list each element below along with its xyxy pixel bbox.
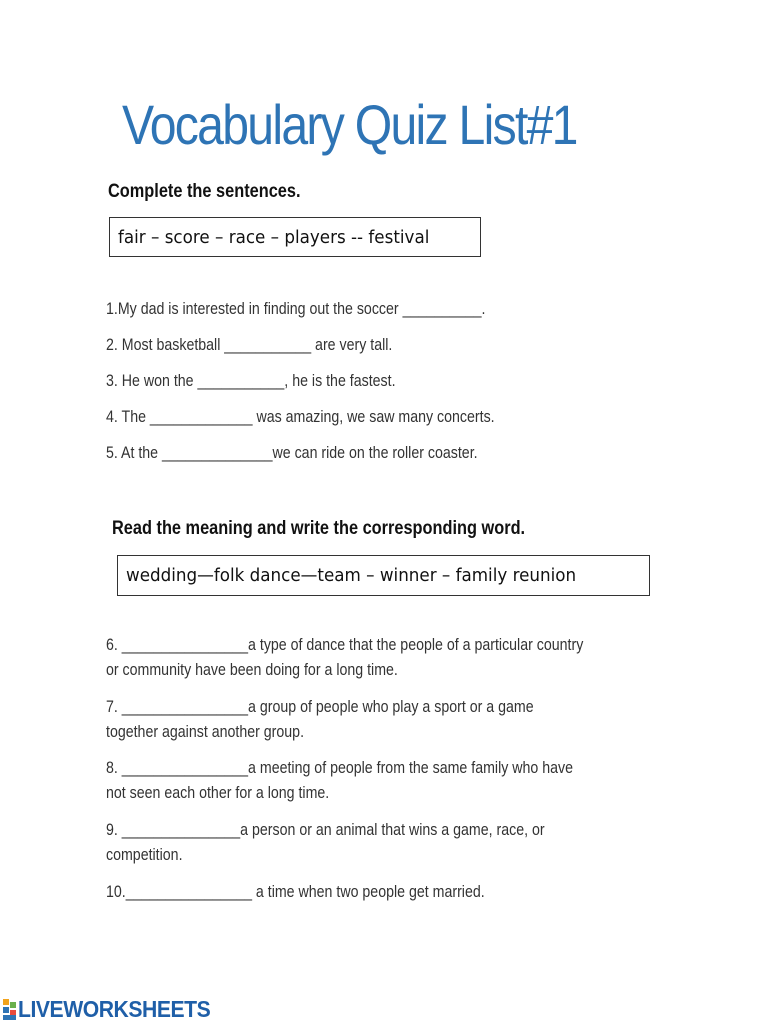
- question-8: [106, 756, 573, 806]
- question-7-line-1: 7. ________________a group of people who play a sport or a game: [106, 698, 534, 716]
- section1-word-bank-text: fair – score – race – players -- festival: [118, 226, 430, 248]
- question-4-line-1: 4. The _____________ was amazing, we saw many concerts.: [106, 408, 495, 426]
- section1-word-bank: [109, 217, 481, 257]
- question-10-line-1: 10.________________ a time when two people get married.: [106, 883, 485, 901]
- question-5-line-1: 5. At the ______________we can ride on the roller coaster.: [106, 444, 478, 462]
- section2-word-bank: [117, 555, 650, 596]
- question-6-line-1: 6. ________________a type of dance that the people of a particular country: [106, 636, 584, 654]
- liveworksheets-logo[interactable]: [3, 996, 227, 1023]
- question-2-line-1: 2. Most basketball ___________ are very tall.: [106, 336, 393, 354]
- question-1-line-1: 1.My dad is interested in finding out the soccer __________.: [106, 300, 486, 318]
- question-4: [106, 405, 495, 430]
- section2-instruction: Read the meaning and write the corresponding word.: [112, 518, 526, 539]
- question-9-line-2: competition.: [106, 846, 183, 864]
- question-9: [106, 818, 545, 868]
- section2-word-bank-text: wedding—folk dance—team – winner – family reunion: [126, 565, 577, 586]
- question-8-line-2: not seen each other for a long time.: [106, 784, 330, 802]
- question-2: [106, 333, 392, 358]
- question-5: [106, 441, 478, 466]
- question-6: [106, 633, 583, 683]
- question-8-line-1: 8. ________________a meeting of people from the same family who have: [106, 759, 574, 777]
- question-3-line-1: 3. He won the ___________, he is the fastest.: [106, 372, 396, 390]
- page-title: Vocabulary Quiz List#1: [122, 93, 577, 156]
- question-10: [106, 880, 485, 905]
- question-7-line-2: together against another group.: [106, 723, 305, 741]
- question-7: [106, 695, 534, 745]
- question-6-line-2: or community have been doing for a long time.: [106, 661, 398, 679]
- logo-text: LIVEWORKSHEETS: [18, 996, 211, 1022]
- question-3: [106, 369, 396, 394]
- section1-instruction: Complete the sentences.: [108, 181, 301, 202]
- question-1: [106, 297, 485, 322]
- question-9-line-1: 9. _______________a person or an animal that wins a game, race, or: [106, 821, 545, 839]
- liveworksheets-logo-icon: [3, 999, 17, 1021]
